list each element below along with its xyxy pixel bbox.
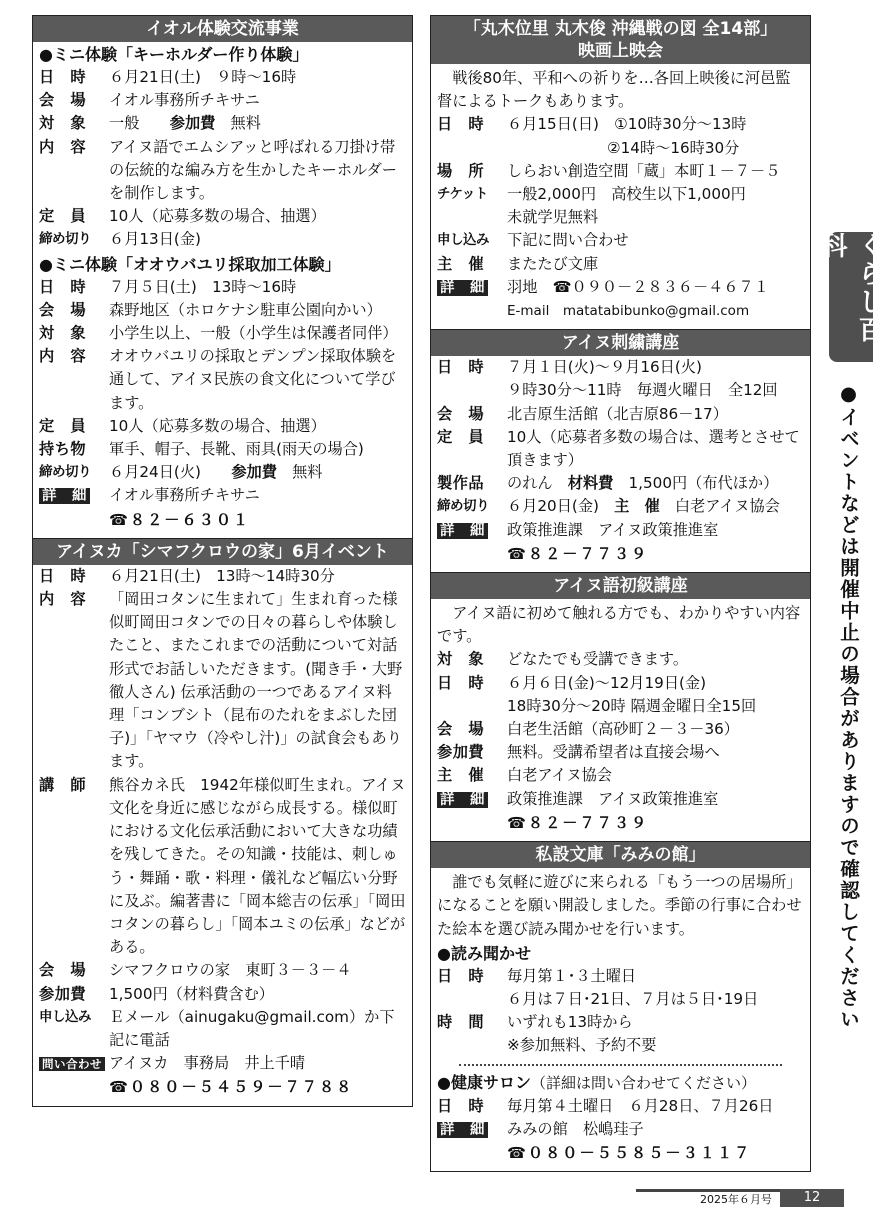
info-row: 定 員 10人（応募多数の場合、抽選） <box>39 416 326 435</box>
info-row: 製作品 のれん 材料費 1,500円（布代ほか） <box>437 474 779 493</box>
info-row: 内 容 オオウバユリの採取とデンプン採取体験を通して、アイヌ民族の食文化について学びます。 <box>39 347 397 412</box>
info-row: 日 時 毎月第１･３土曜日 <box>437 966 637 985</box>
embroidery-section <box>430 330 811 573</box>
ioru-section <box>32 15 413 539</box>
language-section: アイヌ語初級講座 アイヌ語に初めて触れる方でも、わかりやすい内容です。 対 象 どなたでも受講できます。 日 時 ６月６日(金)～12月19日(金) 18時30分～20時 隔週金曜日全15回 会 場 白老生活館（高砂町２－３－36） 参加費 無料。受講希望者は直接会場へ 主 催 白老アイヌ協会 詳 細 政策推進課 アイヌ政策推進室 ☎８２－７７３９ <box>430 573 811 842</box>
info-row: 主 催 白老アイヌ協会 <box>437 766 612 785</box>
info-row: 日 時 ６月15日(日) ①10時30分～13時 <box>437 115 747 134</box>
info-row: 日 時 ７月１日(火)～９月16日(火) <box>437 358 702 377</box>
info-row: 会 場 白老生活館（高砂町２－３－36） <box>437 720 739 739</box>
info-row: 詳 細 政策推進課 アイヌ政策推進室 <box>431 788 810 812</box>
info-row: 締め切り ６月24日(火) 参加費 無料 <box>39 463 323 482</box>
info-row: 会 場 森野地区（ホロケナシ駐車公園向かい） <box>39 300 382 319</box>
email-address: E-mail matatabibunko@gmail.com <box>507 303 750 320</box>
shimafukuro-section <box>32 539 413 1107</box>
subheading: ●ミニ体験「オオウバユリ採取加工体験」 <box>39 254 341 274</box>
issue-label: 2025年６月号 <box>636 1189 780 1207</box>
info-row: 対 象 どなたでも受講できます。 <box>437 650 689 669</box>
info-row: 締め切り ６月13日(金) <box>39 230 201 249</box>
info-row: 詳 細 羽地 ☎０９０－２８３６－４６７１ <box>431 276 810 300</box>
info-row <box>431 300 810 323</box>
mimi-section: 私設文庫「みみの館」 誰でも気軽に遊びに来られる「もう一つの居場所」になることを願い開設しました。季節の行事に合わせた絵本を選び読み聞かせを行います。 ●読み聞かせ 日 時 毎月第１･３土曜日 ６月は７日･21日、７月は５日･19日 時 間 いずれも13時から ※参加無料、予約不要 ●健康サロン（詳細は問い合わせてください） 日 時 毎月第４土曜日 ６月28日、７月26日 詳 細 みみの館 松嶋珪子 ☎０８０－５５８５－３１１７ <box>430 842 811 1172</box>
section-tab: くらし百科 <box>829 232 873 362</box>
info-row: 対 象 小学生以上、一般（小学生は保護者同伴） <box>39 324 398 343</box>
phone-number: ☎８２－７７３９ <box>507 813 649 832</box>
info-row: 内 容 アイヌ語でエムシアッと呼ばれる刀掛け帯の伝統的な編み方を生かしたキーホルダーを制作します。 <box>39 137 397 203</box>
section-title: イオル体験交流事業 <box>33 16 412 42</box>
dotted-divider <box>459 1064 782 1066</box>
section-title: アイヌ語初級講座 <box>431 573 810 599</box>
info-row: 定 員 10人（応募者多数の場合は、選考とさせて頂きます） <box>437 427 800 470</box>
info-row: 締め切り ６月20日(金) 主 催 白老アイヌ協会 <box>437 497 780 516</box>
info-row: 日 時 ６月21日(土) ９時～16時 <box>39 68 297 86</box>
section-title: 「丸木位里 丸木俊 沖縄戦の図 全14部」 映画上映会 <box>431 16 810 64</box>
info-row: 講 師 熊谷カネ氏 1942年様似町生まれ。アイヌ文化を身近に感じながら成長する。様似町における文化伝承活動において大きな功績を残してきた。その知識・技能は、刺しゅう・舞踊・歌・料理・儀礼など幅広い分野に及ぶ。編著書に「岡本総吉の伝承」「岡田コタンの暮らし」「岡本ユミの伝承」などがある。 <box>39 775 406 957</box>
info-row: 対 象 一般 参加費 無料 <box>39 114 261 133</box>
page-footer <box>636 1189 844 1207</box>
info-row: 主 催 またたび文庫 <box>437 254 599 273</box>
info-row: 持ち物 軍手、帽子、長靴、雨具(雨天の場合) <box>39 440 364 459</box>
info-row: 場 所 しらおい創造空間「蔵」本町１－７－５ <box>437 161 781 180</box>
section-title: アイヌカ「シマフクロウの家」6月イベント <box>33 539 412 565</box>
phone-number: ☎８２－７７３９ <box>507 544 649 563</box>
phone-number: ☎０８０－５５８５－３１１７ <box>507 1143 752 1162</box>
subheading: ●読み聞かせ <box>437 943 531 963</box>
info-row: 日 時 毎月第４土曜日 ６月28日、７月26日 <box>437 1096 774 1115</box>
info-row: 詳 細 イオル事務所チキサニ <box>33 484 412 508</box>
info-row: 会 場 シマフクロウの家 東町３－３－４ <box>39 961 352 980</box>
left-column <box>32 15 413 1107</box>
info-row: 定 員 10人（応募多数の場合、抽選） <box>39 207 326 226</box>
info-row: チケット 一般2,000円 高校生以下1,000円 <box>437 185 746 204</box>
info-row: 申し込み Ｅメール（ainugaku@gmail.com）か下記に電話 <box>39 1007 395 1049</box>
info-row: ※参加無料、予約不要 <box>507 1036 657 1055</box>
info-row: 日 時 ７月５日(土) 13時～16時 <box>39 277 297 296</box>
info-row: 参加費 1,500円（材料費含む） <box>39 984 274 1003</box>
info-row <box>431 1142 810 1165</box>
side-notice: ●イベントなどは開催中止の場合がありますので確認してください <box>837 382 860 1031</box>
info-row: 詳 細 政策推進課 アイヌ政策推進室 <box>431 519 810 543</box>
info-row: ②14時～16時30分 <box>607 138 740 157</box>
section-title: 私設文庫「みみの館」 <box>431 842 810 868</box>
subheading: ●健康サロン（詳細は問い合わせてください） <box>437 1072 756 1092</box>
info-row: ９時30分～11時 毎週火曜日 全12回 <box>507 381 778 400</box>
info-row <box>33 509 412 532</box>
info-row: 日 時 ６月21日(土) 13時～14時30分 <box>39 566 335 585</box>
info-row: 日 時 ６月６日(金)～12月19日(金) <box>437 673 707 692</box>
info-row: 18時30分～20時 隔週金曜日全15回 <box>507 696 757 715</box>
phone-number: ☎０８０－５４５９－７７８８ <box>109 1078 354 1097</box>
info-row: 問い合わせ アイヌカ 事務局 井上千晴 <box>33 1052 412 1076</box>
right-column <box>430 15 811 1172</box>
info-row: 会 場 イオル事務所チキサニ <box>39 91 260 110</box>
film-section: 「丸木位里 丸木俊 沖縄戦の図 全14部」 映画上映会 戦後80年、平和への祈りを…各回上映後に河邑監督によるトークもあります。 日 時 ６月15日(日) ①10時30分～13時 ②14時～16時30分 場 所 しらおい創造空間「蔵」本町１－７－５ チケット 一般2,000円 高校生以下1,000円 未就学児無料 申し込み 下記に問い合わせ 主 催 またたび文庫 詳 細 羽地 ☎０９０－２８３６－４６７１ E-mail matatabibunko@gmail.com <box>430 15 811 330</box>
section-title: アイヌ刺繍講座 <box>431 330 810 356</box>
info-row: 会 場 北吉原生活館（北吉原86－17） <box>437 404 728 423</box>
subheading: ●ミニ体験「キーホルダー作り体験」 <box>39 45 309 64</box>
info-row: 内 容 「岡田コタンに生まれて」生まれ育った様似町岡田コタンでの日々の暮らしや体験したこと、またこれまでの活動について対話形式でお話しいただきます。(聞き手・大野徹人さん) 伝承活動の一つであるアイヌ料理「コンブシト（昆布のたれをまぶした団子)」「ヤマウ（冷やし汁)」の試食会もあります。 <box>39 590 403 771</box>
info-row <box>33 1076 412 1099</box>
info-row: 詳 細 みみの館 松嶋珪子 <box>431 1118 810 1142</box>
page-number: 12 <box>780 1189 844 1207</box>
info-row: 申し込み 下記に問い合わせ <box>437 231 629 250</box>
info-row <box>431 812 810 835</box>
info-row: ６月は７日･21日、７月は５日･19日 <box>507 989 759 1008</box>
phone-number: ☎８２－６３０１ <box>109 510 251 529</box>
info-row: 未就学児無料 <box>507 208 599 227</box>
info-row: 参加費 無料。受講希望者は直接会場へ <box>437 743 720 762</box>
info-row: 時 間 いずれも13時から <box>437 1013 633 1032</box>
info-row <box>431 543 810 566</box>
